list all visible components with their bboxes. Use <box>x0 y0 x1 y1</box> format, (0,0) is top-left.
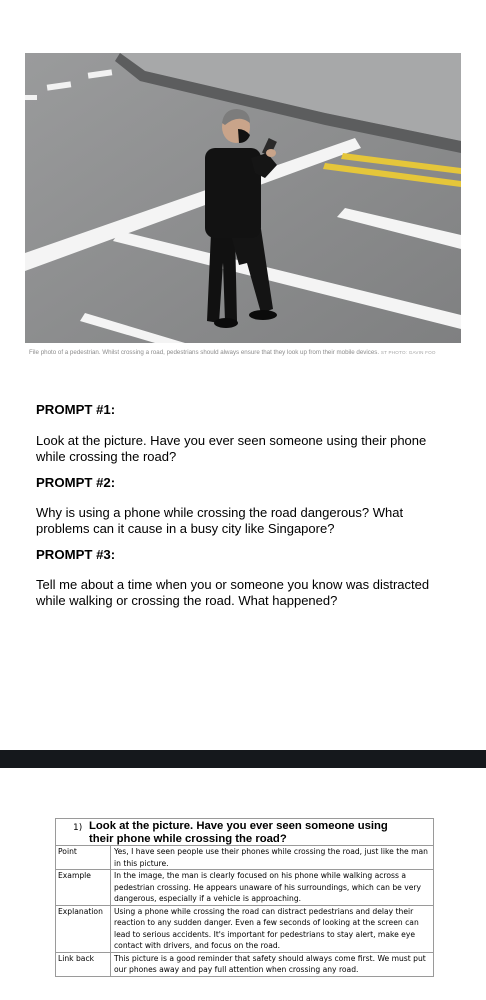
row-label-example: Example <box>56 870 111 905</box>
peel-table <box>55 818 434 977</box>
row-label-point: Point <box>56 846 111 869</box>
photo-credit: ST PHOTO: GAVIN FOO <box>380 350 436 355</box>
row-label-link-back: Link back <box>56 953 111 976</box>
row-text-point: Yes, I have seen people use their phones while crossing the road, just like the man in this picture. <box>114 847 428 868</box>
prompt-2-title: PROMPT #2: <box>36 475 116 490</box>
row-label-explanation: Explanation <box>56 906 111 952</box>
caption-text: File photo of a pedestrian. Whilst crossing a road, pedestrians should always ensure that they look up from their mobile devices. <box>29 349 380 356</box>
row-text-explanation: Using a phone while crossing the road can distract pedestrians and delay their reaction to any sudden danger. Even a few seconds of looking at the screen can lead to serious accidents. It's important for pedestrians to stay alert, make eye contact with drivers, and focus on the road. <box>114 906 419 950</box>
photo-caption <box>29 348 459 357</box>
table-row <box>56 953 433 976</box>
prompt-3-text: Tell me about a time when you or someone you know was distracted while walking or crossing the road. What happened? <box>36 577 430 608</box>
pedestrian-photo <box>25 53 461 343</box>
peel-question-header <box>56 819 433 846</box>
prompt-3-title: PROMPT #3: <box>36 547 116 562</box>
page-divider <box>0 750 486 768</box>
question-number: 1) <box>73 823 83 833</box>
prompt-1-text: Look at the picture. Have you ever seen someone using their phone while crossing the road? <box>36 433 427 464</box>
table-row <box>56 870 433 906</box>
prompt-2-text: Why is using a phone while crossing the road dangerous? What problems can it cause in a busy city like Singapore? <box>36 505 404 536</box>
question-text: Look at the picture. Have you ever seen someone using their phone while crossing the road? <box>89 820 388 845</box>
row-text-example: In the image, the man is clearly focused on his phone while walking across a pedestrian crossing. He appears unaware of his surroundings, which can be very dangerous, especially if a vehicle is approaching. <box>114 871 422 903</box>
row-text-link-back: This picture is a good reminder that safety should always come first. We must put our phones away and pay full attention when crossing any road. <box>114 953 426 974</box>
table-row <box>56 906 433 953</box>
prompt-1-title: PROMPT #1: <box>36 402 116 417</box>
table-row <box>56 846 433 870</box>
